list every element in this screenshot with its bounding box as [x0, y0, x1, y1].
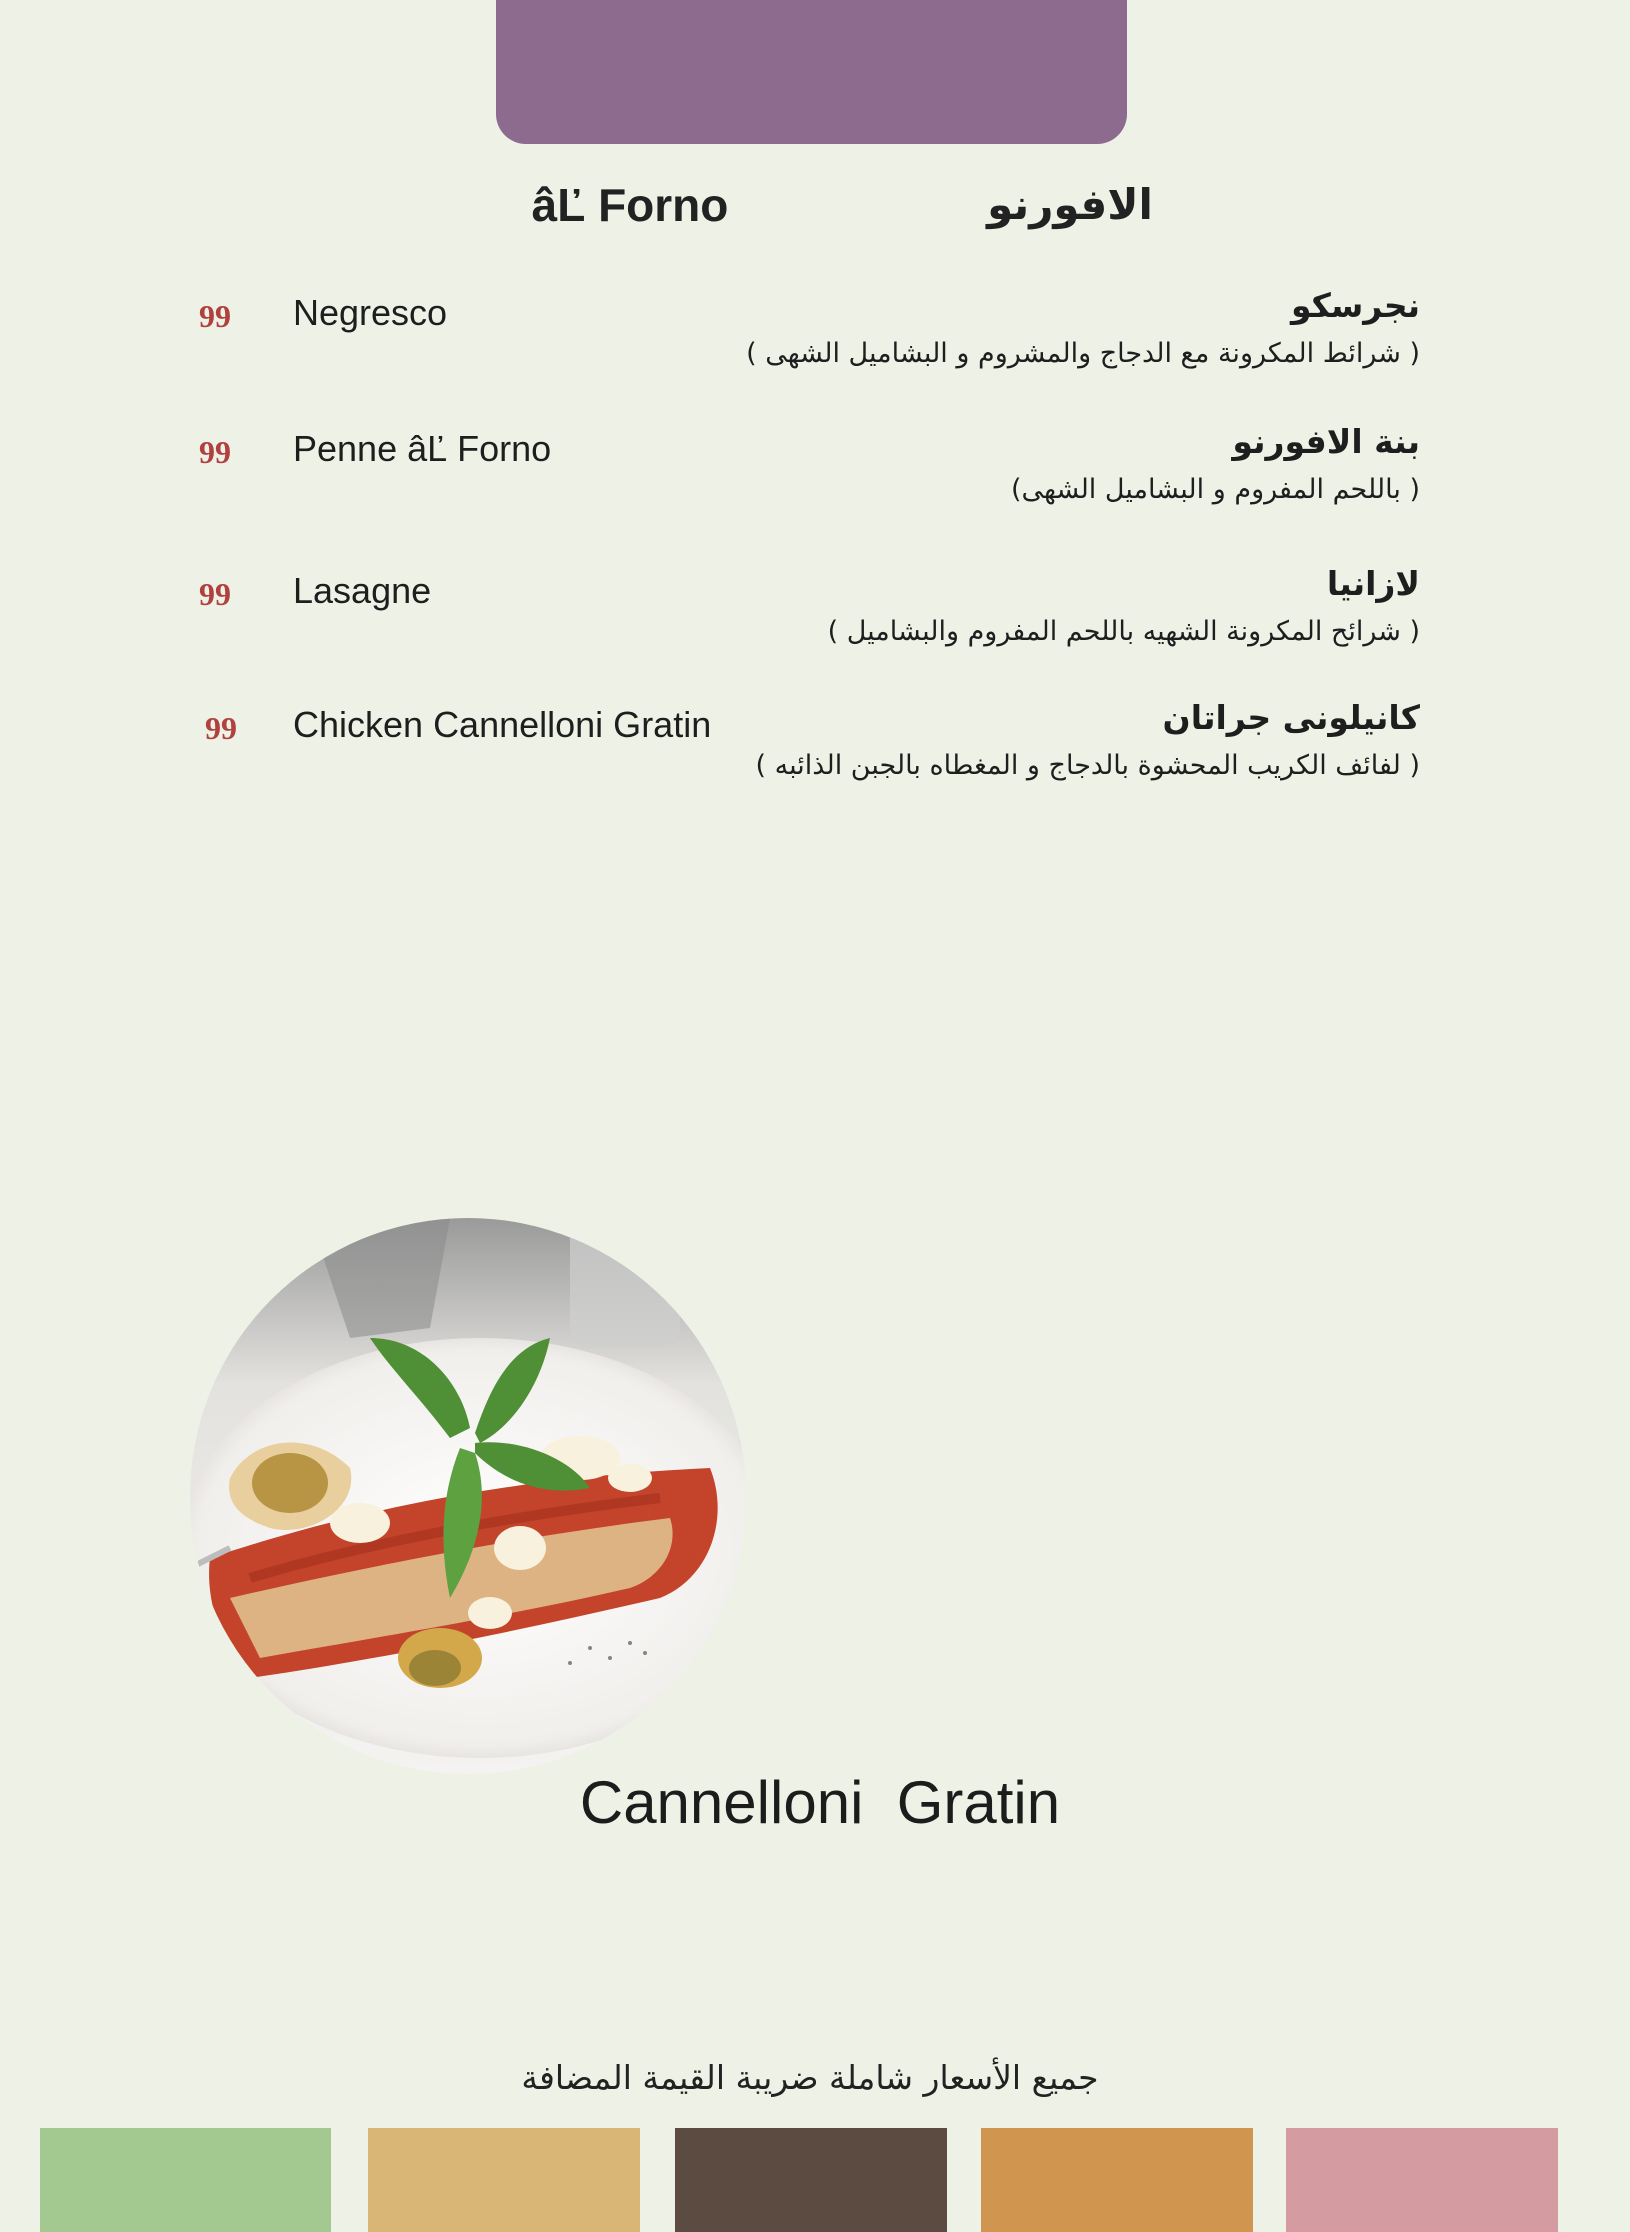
color-swatch [40, 2128, 331, 2232]
menu-item [0, 564, 1630, 690]
color-swatch [981, 2128, 1253, 2232]
menu-item [0, 698, 1630, 824]
section-title-ar: الافورنو [987, 180, 1153, 229]
item-name-en: Lasagne [293, 570, 432, 611]
item-name-ar: بنة الافورنو [1232, 422, 1420, 461]
item-description-ar: ( لفائف الكريب المحشوة بالدجاج و المغطاه بالجبن الذائبه ) [755, 750, 1420, 781]
item-description-ar: ( شرائط المكرونة مع الدجاج والمشروم و البشاميل الشهى ) [746, 338, 1420, 369]
item-name-en: Chicken Cannelloni Gratin [293, 704, 712, 745]
item-price: 99 [199, 576, 231, 612]
menu-item [0, 422, 1630, 548]
dish-photo [190, 1218, 746, 1774]
item-description-ar: ( باللحم المفروم و البشاميل الشهى) [1011, 474, 1420, 505]
item-name-en: Negresco [293, 292, 448, 333]
item-name-ar: لازانيا [1326, 564, 1420, 603]
section-title-en: âĽ Forno [531, 179, 729, 231]
dish-caption: Cannelloni Gratin [579, 1769, 1061, 1836]
color-swatch [368, 2128, 640, 2232]
item-price: 99 [199, 434, 231, 470]
color-swatch [675, 2128, 947, 2232]
item-name-ar: كانيلونى جراتان [1162, 698, 1420, 737]
item-name-ar: نجرسكو [1290, 286, 1420, 325]
item-name-en: Penne âĽ Forno [293, 428, 552, 469]
top-tab [496, 0, 1127, 144]
vat-note: جميع الأسعار شاملة ضريبة القيمة المضافة [521, 2058, 1099, 2097]
menu-item [0, 286, 1630, 412]
color-swatch [1286, 2128, 1558, 2232]
item-price: 99 [205, 710, 237, 746]
item-price: 99 [199, 298, 231, 334]
item-description-ar: ( شرائح المكرونة الشهيه باللحم المفروم والبشاميل ) [827, 616, 1420, 647]
